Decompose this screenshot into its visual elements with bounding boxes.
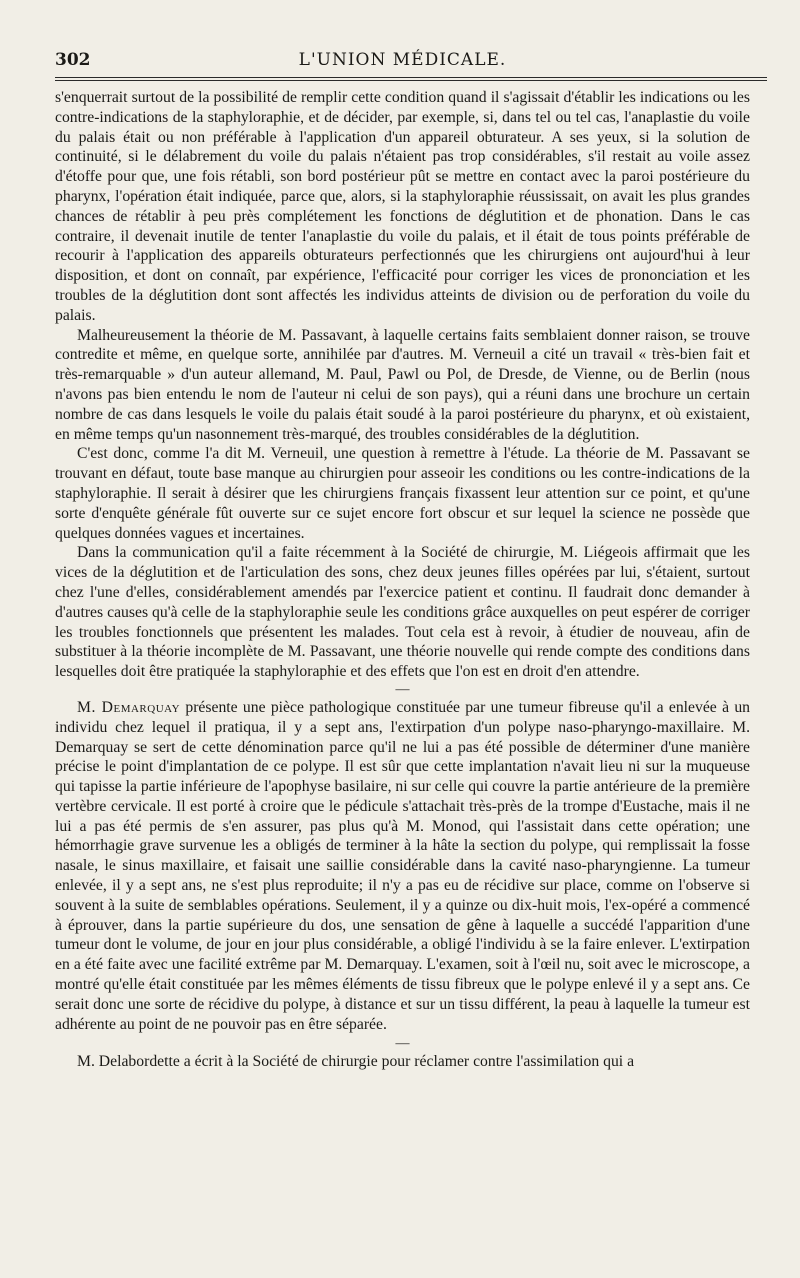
- paragraph-6: M. Delabordette a écrit à la Société de chirurgie pour réclamer contre l'assimilation qui a: [77, 1053, 635, 1071]
- speaker-name: M. Demarquay: [77, 698, 181, 716]
- paragraph-1: s'enquerrait surtout de la possibilité de remplir cette condition quand il s'agissait d'établir les indications ou les contre-indications de la staphyloraphie, et de décider, par exemple, si, dans tel ou tel cas, l'anaplastie du voile du palais était ou non préférable à l'application d'un appareil obturateur. A ses yeux, si la solution de continuité, si le délabrement du voile du palais n'étaient pas trop considérables, s'il restait au voile assez d'étoffe pour que, une fois rétabli, son bord postérieur pût se mettre en contact avec la paroi postérieure du pharynx, l'opération était indiquée, parce que, alors, si la staphyloraphie réussissait, on avait les plus grandes chances de rétablir à peu près complétement les fonctions de déglutition et de phonation. Dans le cas contraire, il devenait inutile de tenter l'anaplastie du voile du palais, et il était de tous points préférable de recourir à l'application des appareils obturateurs perfectionnés que les chirurgiens ont aujourd'hui à leur disposition, et dont on connaît, par expérience, l'efficacité pour corriger les vices de prononciation et les troubles de la déglutition dont sont affectés les individus atteints de division ou de perforation du voile du palais.: [55, 89, 750, 324]
- page-number: 302: [55, 50, 91, 70]
- paragraph-5-text: présente une pièce pathologique constituée par une tumeur fibreuse qu'il a enlevée à un individu chez lequel il pratiqua, il y a sept ans, l'extirpation d'un polype naso-pharyngo-maxillaire. M. Demarquay se sert de cette dénomination parce qu'il ne lui a pas été possible de déterminer d'une manière précise le point d'implantation de ce polype. Il est sûr que cette implantation n'avait lieu ni sur la muqueuse qui tapisse la partie inférieure de l'apophyse basilaire, ni sur celle qui couvre la partie antérieure de la première vertèbre cervicale. Il est porté à croire que le pédicule s'attachait très-près de la trompe d'Eustache, mais il ne lui a pas été permis de s'en assurer, pas plus qu'à M. Monod, qui l'assistait dans cette opération; une hémorrhagie grave survenue les a obligés de terminer à la hâte la section du polype, qui remplissait la fosse nasale, le sinus maxillaire, et faisait une saillie considérable dans la cavité naso-pharyngienne. La tumeur enlevée, il y a sept ans, ne s'est plus reproduite; il n'y a pas eu de récidive sur place, comme on l'observe si souvent à la suite de semblables opérations. Seulement, il y a quinze ou dix-huit mois, l'ex-opéré a commencé à éprouver, dans la partie supérieure du dos, une sensation de gêne à laquelle a succédé l'apparition d'une tumeur dont le volume, de jour en jour plus considérable, a obligé l'individu à se la faire enlever. L'extirpation en a été faite avec une facilité extrême par M. Demarquay. L'examen, soit à l'œil nu, soit avec le microscope, a montré qu'elle était constituée par les mêmes éléments de tissu fibreux que le polype enlevé il y a sept ans. Ce serait donc une sorte de récidive du polype, à distance et sur un tissu différent, la peau à laquelle la tumeur est adhérente au point de ne pouvoir pas en être séparée.: [55, 698, 751, 1033]
- section-separator-2: —: [395, 1036, 410, 1052]
- header-rule: [55, 77, 767, 78]
- page-header: [55, 50, 750, 74]
- paragraph-5: [55, 698, 750, 1035]
- running-title: L'UNION MÉDICALE.: [298, 50, 507, 70]
- paragraph-4: Dans la communication qu'il a faite récemment à la Société de chirurgie, M. Liégeois affirmait que les vices de la déglutition et de l'articulation des sons, chez deux jeunes filles opérées par lui, s'étaient, surtout chez l'une d'elles, considérablement amendés par l'exercice patient et continu. Il faudrait donc demander à d'autres causes qu'à celle de la staphyloraphie seule les conditions grâce auxquelles on peut espérer de corriger les troubles fonctionnels que présentent les malades. Tout cela est à revoir, à étudier de nouveau, afin de substituer à la théorie incomplète de M. Passavant, une théorie nouvelle qui rende compte des conditions dans lesquelles doit être pratiquée la staphyloraphie et des effets que l'on est en droit d'en attendre.: [55, 544, 750, 681]
- header-rule-thin: [55, 80, 767, 81]
- article-body: [55, 88, 750, 1072]
- paragraph-2: Malheureusement la théorie de M. Passavant, à laquelle certains faits semblaient donner raison, se trouve contredite et même, en quelque sorte, annihilée par d'autres. M. Verneuil a cité un travail « très-bien fait et très-remarquable » d'un auteur allemand, M. Paul, Pawl ou Pol, de Dresde, de Vienne, ou de Berlin (nous n'avons pas bien entendu le nom de l'auteur ni celui de son pays), qui a réuni dans une brochure un certain nombre de cas dans lesquels le voile du palais était soudé à la paroi postérieure du pharynx, et où existaient, en même temps qu'un nasonnement très-marqué, des troubles considérables de la déglutition.: [55, 326, 750, 443]
- section-separator: —: [395, 681, 410, 697]
- paragraph-3: C'est donc, comme l'a dit M. Verneuil, une question à remettre à l'étude. La théorie de M. Passavant se trouvant en défaut, toute base manque au chirurgien pour asseoir les conditions ou les contre-indications de la staphyloraphie. Il serait à désirer que les chirurgiens français fixassent leur attention sur ce point, et qu'une sorte d'enquête générale fût ouverte sur ce sujet encore fort obscur et sur lequel la science ne possède que quelques données vagues et incertaines.: [55, 445, 750, 542]
